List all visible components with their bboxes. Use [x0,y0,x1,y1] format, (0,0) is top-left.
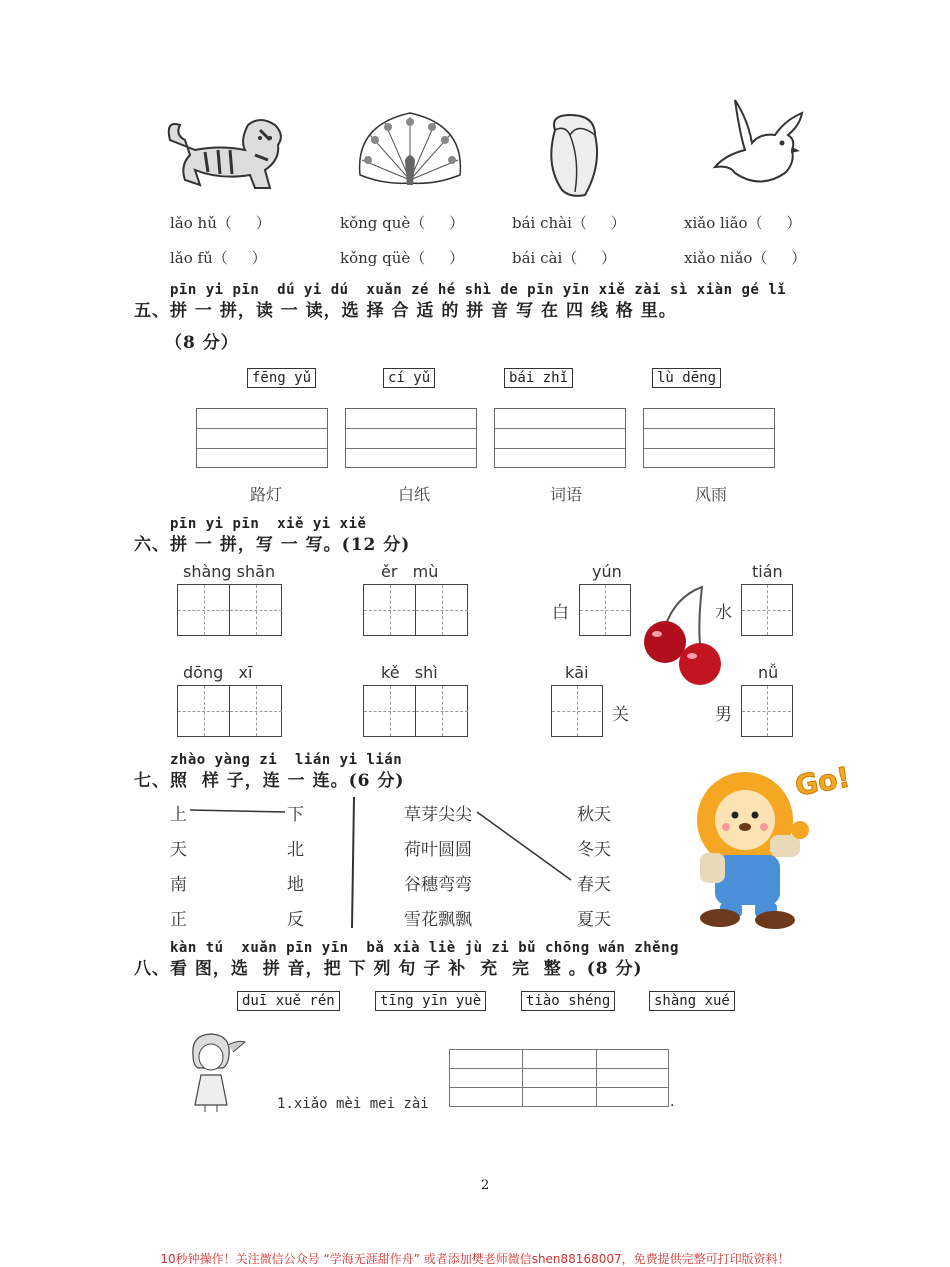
q6-pinyin-label: shàng shān [183,562,276,581]
example-link-line [477,812,571,880]
column-divider [352,797,354,928]
q5-word: 路灯 [250,485,283,504]
q5-option-box: lù dēng [652,368,721,388]
girl-listening-image [183,1030,248,1112]
q6-pinyin-label: tián [752,562,783,581]
example-link-line [190,810,285,812]
q5-word: 词语 [550,485,583,504]
q8-period: . [670,1094,675,1110]
match-item[interactable]: 谷穗弯弯 [404,875,472,895]
match-item[interactable]: 冬天 [577,840,611,860]
q5-option-box: bái zhǐ [504,368,573,388]
q4-option: xiǎo niǎo（ ） [684,249,807,267]
q6-pinyin-label: kāi [565,663,589,682]
q4-option: kǒng què（ ） [340,214,465,232]
q4-option: lǎo hǔ（ ） [170,214,271,232]
q5-word: 风雨 [695,485,728,504]
q6-pinyin-label: nǚ [758,663,779,682]
match-item[interactable]: 正 [170,910,187,930]
q4-option: bái cài（ ） [512,249,617,267]
q8-pinyin: kàn tú xuǎn pīn yīn bǎ xià liè jù zi bǔ chōng wán zhěng [170,940,679,956]
q6-pinyin-label: ěr mù [381,562,439,581]
match-item[interactable]: 雪花飘飘 [404,910,472,930]
match-item[interactable]: 天 [170,840,187,860]
match-item[interactable]: 草芽尖尖 [404,805,472,825]
q4-option: xiǎo liǎo（ ） [684,214,802,232]
q8-title: 八、看 图，选 拼 音，把 下 列 句 子 补 充 完 整 。(8 分) [134,959,643,979]
match-item[interactable]: 反 [287,910,304,930]
match-item[interactable]: 北 [287,840,304,860]
go-sticker-text: Go! [792,760,853,803]
q6-suffix-char: 关 [612,705,629,725]
q7-title: 七、照 样 子，连 一 连。(6 分) [134,771,405,791]
q5-score: （8 分） [165,333,239,353]
q4-option: lǎo fǔ（ ） [170,249,267,267]
match-item[interactable]: 地 [287,875,304,895]
q5-word: 白纸 [398,485,431,504]
q6-prefix-char: 男 [715,705,732,725]
q8-option-box: tīng yīn yuè [375,991,486,1011]
match-item[interactable]: 下 [287,805,304,825]
q6-prefix-char: 白 [552,603,569,623]
q6-prefix-char: 水 [715,603,732,623]
q8-option-box: shàng xué [649,991,735,1011]
match-item[interactable]: 南 [170,875,187,895]
q7-pinyin: zhào yàng zi lián yi lián [170,752,403,768]
q8-sentence: 1.xiǎo mèi mei zài [277,1096,429,1112]
q5-option-box: fēng yǔ [247,368,316,388]
q8-option-box: duī xuě rén [237,991,340,1011]
match-item[interactable]: 夏天 [577,910,611,930]
q6-pinyin-label: yún [592,562,622,581]
page-number: 2 [481,1178,490,1193]
match-item[interactable]: 荷叶圆圆 [404,840,472,860]
match-item[interactable]: 上 [170,805,187,825]
q5-option-box: cí yǔ [383,368,435,388]
q6-title: 六、拼 一 拼，写 一 写。(12 分) [134,535,411,555]
q6-pinyin: pīn yi pīn xiě yi xiě [170,516,367,532]
q5-title: 五、拼 一 拼，读 一 读，选 择 合 适 的 拼 音 写 在 四 线 格 里。 [134,301,677,321]
match-item[interactable]: 秋天 [577,805,611,825]
q4-option: bái chài（ ） [512,214,626,232]
footer-notice: 10秒钟操作！关注微信公众号 “学海无涯甜作舟” 或者添加樊老师微信shen88168007，免费提供完整可打印版资料！ [160,1252,790,1266]
q6-pinyin-label: kě shì [381,663,438,682]
q6-pinyin-label: dōng xī [183,663,253,682]
q8-answer-grid[interactable] [449,1049,669,1107]
match-item[interactable]: 春天 [577,875,611,895]
q4-option: kǒng qüè（ ） [340,249,465,267]
q5-pinyin: pīn yi pīn dú yi dú xuǎn zé hé shì de pīn yīn xiě zài sì xiàn gé lǐ [170,282,787,298]
q8-option-box: tiào shéng [521,991,615,1011]
